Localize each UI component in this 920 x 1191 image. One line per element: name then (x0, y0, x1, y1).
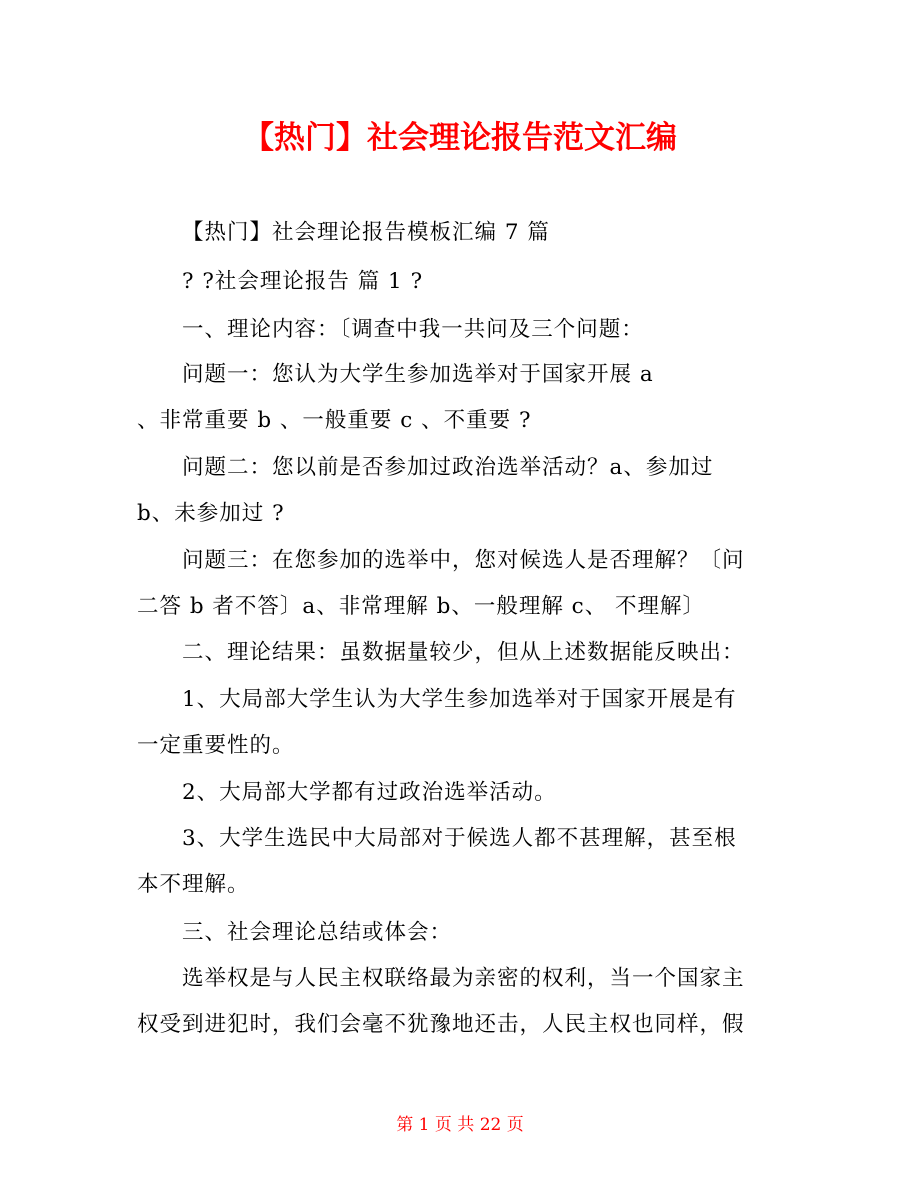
body-line: 问题三：在您参加的选举中，您对候选人是否理解？〔问 (182, 548, 745, 573)
body-line: 【热门】社会理论报告模板汇编 7 篇 (182, 220, 550, 245)
body-line: 权受到进犯时，我们会毫不犹豫地还击，人民主权也同样，假 (137, 1012, 745, 1037)
body-line: 一定重要性的。 (137, 733, 295, 758)
body-line: 二答 b 者不答〕a、非常理解 b、一般理解 c、 不理解〕 (137, 594, 706, 619)
body-line: 二、理论结果：虽数据量较少，但从上述数据能反映出： (182, 640, 745, 665)
body-line: 三、社会理论总结或体会： (182, 920, 453, 945)
body-line: ? ?社会理论报告 篇 1 ? (182, 269, 424, 294)
body-line: 2、大局部大学都有过政治选举活动。 (182, 780, 557, 805)
body-line: 、非常重要 b 、一般重要 c 、不重要 ? (137, 408, 532, 433)
body-line: b、未参加过 ? (137, 501, 285, 526)
page-footer: 第 1 页 共 22 页 (396, 1115, 524, 1135)
body-line: 3、大学生选民中大局部对于候选人都不甚理解，甚至根 (182, 826, 737, 851)
body-line: 本不理解。 (137, 872, 250, 897)
body-line: 1、大局部大学生认为大学生参加选举对于国家开展是有 (182, 687, 737, 712)
body-line: 选举权是与人民主权联络最为亲密的权利，当一个国家主 (182, 966, 745, 991)
body-line: 问题二：您以前是否参加过政治选举活动？a、参加过 (182, 455, 714, 480)
body-line: 问题一：您认为大学生参加选举对于国家开展 a (182, 362, 654, 387)
document-title: 【热门】社会理论报告范文汇编 (243, 120, 677, 156)
body-line: 一、理论内容：〔调查中我一共问及三个问题： (182, 317, 644, 342)
